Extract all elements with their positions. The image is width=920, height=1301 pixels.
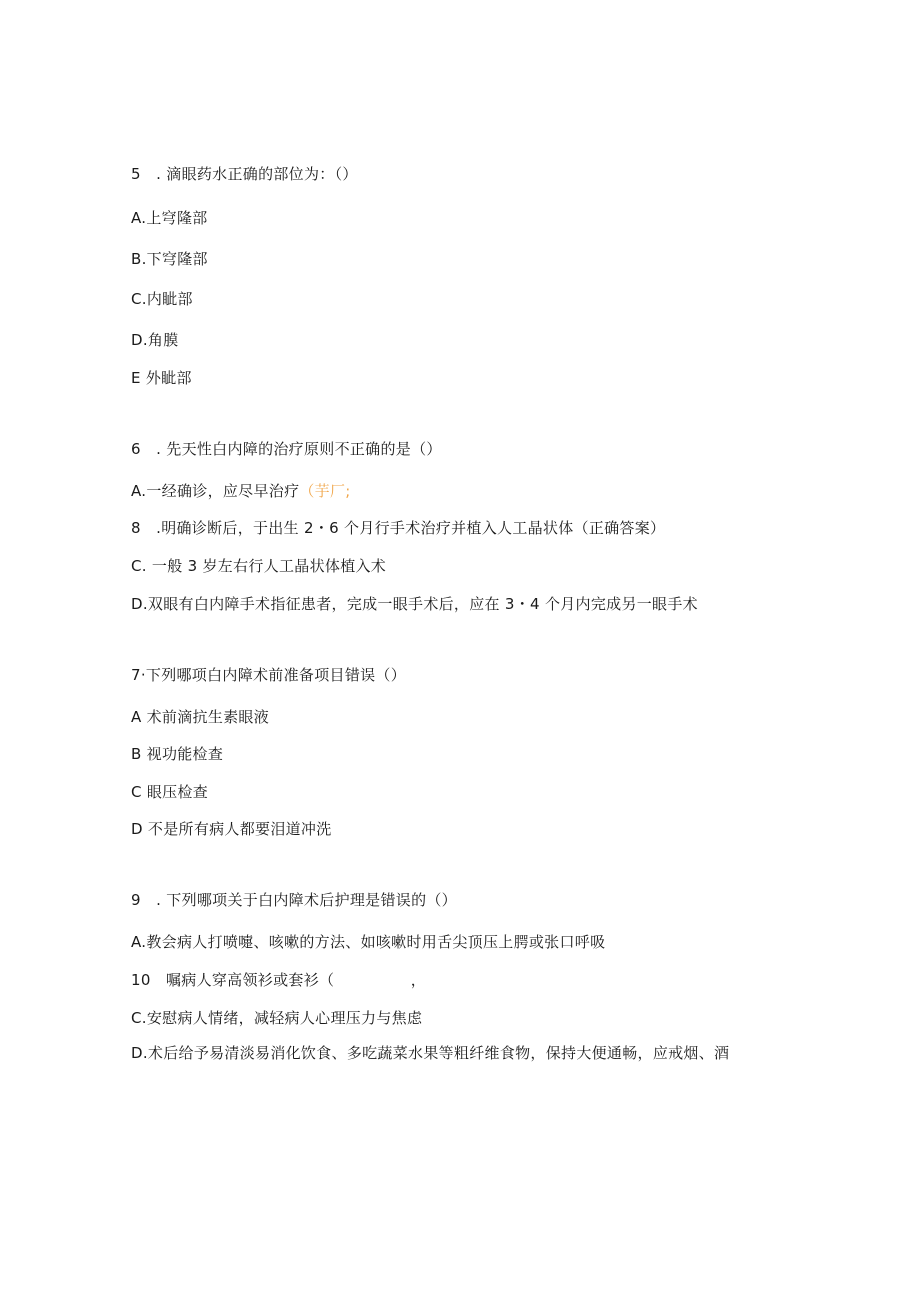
question-9-stem: 9 . 下列哪项关于白内障术后护理是错误的（）: [131, 891, 457, 909]
question-6-option-c: C. 一般 3 岁左右行人工晶状体植入术: [131, 557, 387, 575]
question-7-stem: 7·下列哪项白内障术前准备项目错误（）: [131, 666, 407, 684]
question-6-option-a-note: （芋厂;: [299, 482, 351, 500]
question-7-option-c: C 眼压检查: [131, 783, 209, 801]
question-9-option-a: A.教会病人打喷嚏、咳嗽的方法、如咳嗽时用舌尖顶压上腭或张口呼吸: [131, 933, 606, 951]
question-5-option-b: B.下穹隆部: [131, 250, 208, 268]
question-7-option-d: D 不是所有病人都要泪道冲洗: [131, 820, 332, 838]
question-6-option-a-text: A.一经确诊，应尽早治疗: [131, 482, 300, 500]
question-9-option-c: C.安慰病人情绪，减轻病人心理压力与焦虑: [131, 1009, 423, 1027]
question-5-option-a: A.上穹隆部: [131, 209, 208, 227]
question-6-stem: 6 . 先天性白内障的治疗原则不正确的是（）: [131, 440, 442, 458]
question-5-option-d: D.角膜: [131, 331, 179, 349]
question-9-option-b: 10 嘱病人穿高领衫或套衫（ ，: [131, 971, 427, 989]
question-6-option-a: [131, 481, 351, 501]
question-5-option-e: E 外眦部: [131, 369, 192, 387]
question-7-option-b: B 视功能检查: [131, 745, 224, 763]
question-5-option-c: C.内眦部: [131, 290, 193, 308]
question-5-stem: 5 . 滴眼药水正确的部位为：（）: [131, 165, 358, 183]
question-7-option-a: A 术前滴抗生素眼液: [131, 708, 270, 726]
question-9-option-d: D.术后给予易清淡易消化饮食、多吃蔬菜水果等粗纤维食物，保持大便通畅，应戒烟、酒: [131, 1044, 730, 1062]
question-6-option-b: 8 .明确诊断后，于出生 2・6 个月行手术治疗并植入人工晶状体（正确答案）: [131, 519, 666, 537]
question-6-option-d: D.双眼有白内障手术指征患者，完成一眼手术后，应在 3・4 个月内完成另一眼手术: [131, 595, 698, 613]
